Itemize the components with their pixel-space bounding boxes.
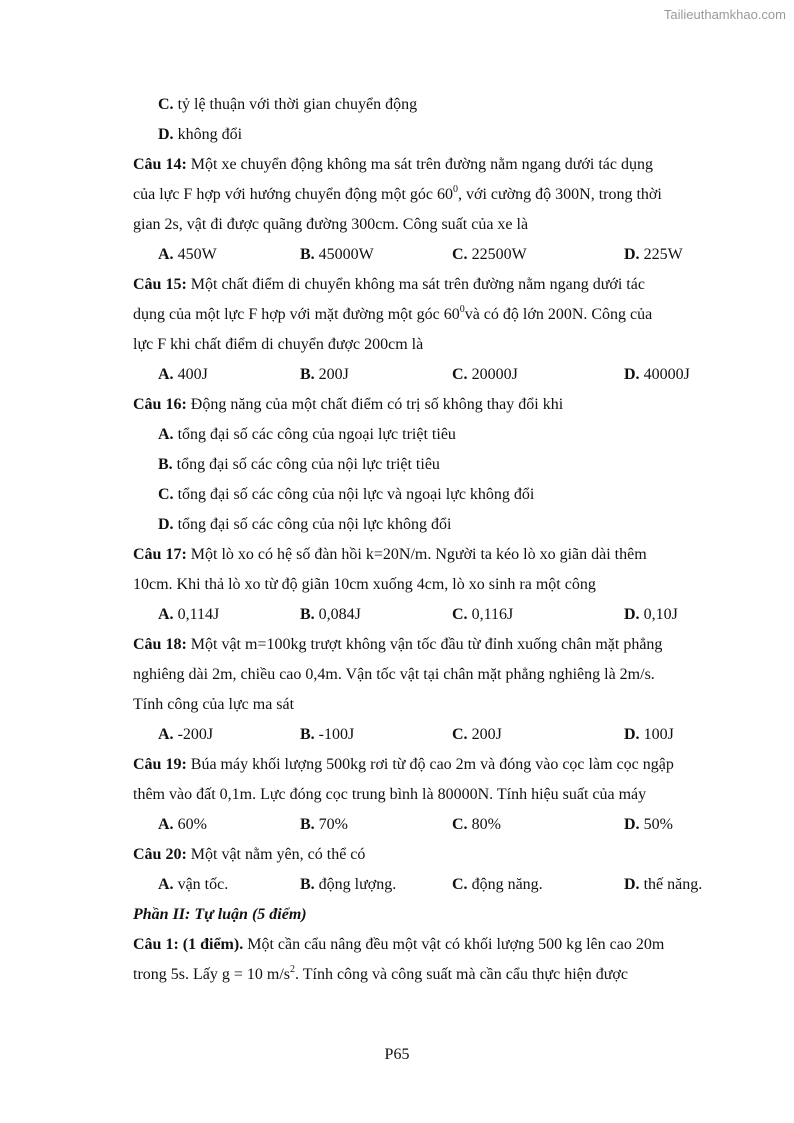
question-17: Câu 17: Một lò xo có hệ số đàn hồi k=20N/m. Người ta kéo lò xo giãn dài thêm bbox=[133, 546, 647, 563]
option-d: D. tổng đại số các công của nội lực không đổi bbox=[158, 516, 452, 533]
option-a: A. 60% bbox=[158, 816, 207, 833]
watermark: Tailieuthamkhao.com bbox=[663, 7, 786, 22]
option-a: A. 0,114J bbox=[158, 606, 220, 623]
option-a: A. tổng đại số các công của ngoại lực triệt tiêu bbox=[158, 426, 456, 443]
page-number: P65 bbox=[384, 1046, 410, 1063]
option-b: B. 0,084J bbox=[300, 606, 361, 623]
essay-question-1: Câu 1: (1 điểm). Một cần cẩu nâng đều một vật có khối lượng 500 kg lên cao 20m bbox=[133, 936, 665, 953]
question-15: Câu 15: Một chất điểm di chuyển không ma sát trên đường nằm ngang dưới tác bbox=[133, 276, 645, 293]
question-14-line2: của lực F hợp với hướng chuyển động một góc $60^0$, với cường độ 300N, trong thời bbox=[133, 184, 662, 203]
question-19-line2: thêm vào đất 0,1m. Lực đóng cọc trung bình là 80000N. Tính hiệu suất của máy bbox=[133, 786, 647, 803]
question-14-line3: gian 2s, vật đi được quãng đường 300cm. Công suất của xe là bbox=[133, 216, 529, 233]
question-18-line3: Tính công của lực ma sát bbox=[133, 696, 295, 713]
option-d: D. thế năng. bbox=[624, 876, 703, 893]
option-a: A. 450W bbox=[158, 246, 217, 263]
option-d: D. 50% bbox=[624, 816, 673, 833]
option-c: C. 0,116J bbox=[452, 606, 514, 623]
option-c: C. 20000J bbox=[452, 366, 518, 383]
question-17-options bbox=[0, 605, 794, 625]
option-a: A. -200J bbox=[158, 726, 214, 743]
option-c: C. động năng. bbox=[452, 876, 543, 893]
option-d: D. 0,10J bbox=[624, 606, 678, 623]
option-c: C. tổng đại số các công của nội lực và ngoại lực không đổi bbox=[158, 486, 535, 503]
option-b: B. 70% bbox=[300, 816, 348, 833]
question-19-options bbox=[0, 815, 794, 835]
question-15-line3: lực F khi chất điểm di chuyển được 200cm là bbox=[133, 336, 424, 353]
question-15-options bbox=[0, 365, 794, 385]
option-b: B. động lượng. bbox=[300, 876, 397, 893]
option-c: C. 200J bbox=[452, 726, 502, 743]
section-heading: Phần II: Tự luận (5 điểm) bbox=[133, 906, 307, 923]
question-19: Câu 19: Búa máy khối lượng 500kg rơi từ độ cao 2m và đóng vào cọc làm cọc ngập bbox=[133, 756, 674, 773]
question-20-options bbox=[0, 875, 794, 895]
option-d: D. 100J bbox=[624, 726, 674, 743]
option-a: A. vận tốc. bbox=[158, 876, 229, 893]
option-b: B. 45000W bbox=[300, 246, 374, 263]
question-18-line2: nghiêng dài 2m, chiều cao 0,4m. Vận tốc vật tại chân mặt phẳng nghiêng là 2m/s. bbox=[133, 666, 655, 683]
option-b: B. tổng đại số các công của nội lực triệt tiêu bbox=[158, 456, 440, 473]
option-c-prev: C. tỷ lệ thuận với thời gian chuyển động bbox=[158, 96, 418, 113]
question-14-options bbox=[0, 245, 794, 265]
option-b: B. 200J bbox=[300, 366, 349, 383]
question-20: Câu 20: Một vật nằm yên, có thể có bbox=[133, 846, 366, 863]
option-c: C. 80% bbox=[452, 816, 501, 833]
question-15-line2: dụng của một lực F hợp với mặt đường một góc $60^0và$ có độ lớn 200N. Công của bbox=[133, 304, 653, 323]
option-b: B. -100J bbox=[300, 726, 355, 743]
question-18-options bbox=[0, 725, 794, 745]
option-d: D. 225W bbox=[624, 246, 683, 263]
option-c: C. 22500W bbox=[452, 246, 527, 263]
question-14: Câu 14: Một xe chuyển động không ma sát trên đường nằm ngang dưới tác dụng bbox=[133, 156, 653, 173]
question-17-line2: 10cm. Khi thả lò xo từ độ giãn 10cm xuống 4cm, lò xo sinh ra một công bbox=[133, 576, 596, 593]
essay-question-1-line2: trong 5s. Lấy g = 10 $m/s^2$. Tính công và công suất mà cần cẩu thực hiện được bbox=[133, 964, 628, 983]
option-d: D. 40000J bbox=[624, 366, 690, 383]
question-16: Câu 16: Động năng của một chất điểm có trị số không thay đổi khi bbox=[133, 396, 564, 413]
option-d-prev: D. không đổi bbox=[158, 126, 243, 143]
option-a: A. 400J bbox=[158, 366, 208, 383]
question-18: Câu 18: Một vật m=100kg trượt không vận tốc đầu từ đỉnh xuống chân mặt phẳng bbox=[133, 636, 663, 653]
